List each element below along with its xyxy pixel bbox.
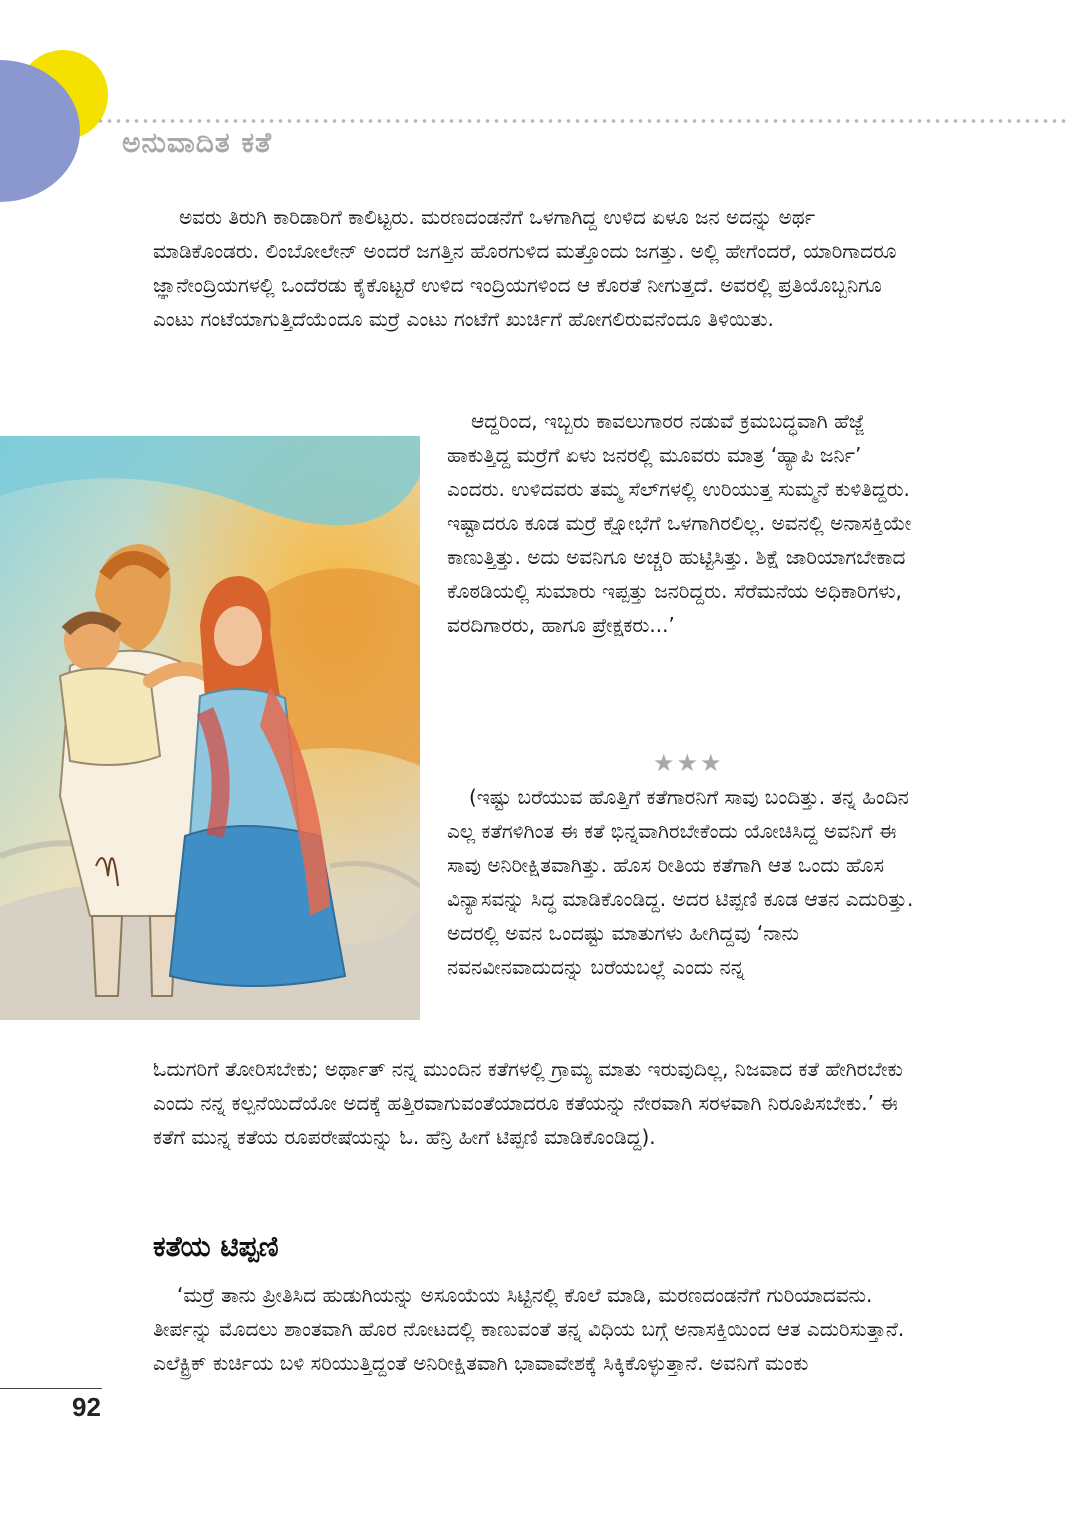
paragraph-4: ಓದುಗರಿಗೆ ತೋರಿಸಬೇಕು; ಅರ್ಥಾತ್ ನನ್ನ ಮುಂದಿನ ಕತೆಗಳಲ್ಲಿ ಗ್ರಾಮ್ಯ ಮಾತು ಇರುವುದಿಲ್ಲ, ನಿಜವಾದ ಕತೆ ಹೇಗಿರಬೇಕು ಎಂದು ನನ್ನ ಕಲ್ಪನೆಯಿದೆಯೋ ಅದಕ್ಕೆ ಹತ್ತಿರವಾಗುವಂತೆಯಾದರೂ ಕತೆಯನ್ನು ನೇರವಾಗಿ ಸರಳವಾಗಿ ನಿರೂಪಿಸಬೇಕು.’ ಈ ಕತೆಗೆ ಮುನ್ನ ಕತೆಯ ರೂಪರೇಷೆಯನ್ನು ಓ. ಹೆನ್ರಿ ಹೀಗೆ ಟಿಪ್ಪಣಿ ಮಾಡಿಕೊಂಡಿದ್ದ). [153,1057,903,1149]
paragraph-3: (ಇಷ್ಟು ಬರೆಯುವ ಹೊತ್ತಿಗೆ ಕತೆಗಾರನಿಗೆ ಸಾವು ಬಂದಿತ್ತು. ತನ್ನ ಹಿಂದಿನ ಎಲ್ಲ ಕತೆಗಳಿಗಿಂತ ಈ ಕತೆ ಭಿನ್ನವಾಗಿರಬೇಕೆಂದು ಯೋಚಿಸಿದ್ದ ಅವನಿಗೆ ಈ ಸಾವು ಅನಿರೀಕ್ಷಿತವಾಗಿತ್ತು. ಹೊಸ ರೀತಿಯ ಕತೆಗಾಗಿ ಆತ ಒಂದು ಹೊಸ ವಿನ್ಯಾಸವನ್ನು ಸಿದ್ಧ ಮಾಡಿಕೊಂಡಿದ್ದ. ಅದರ ಟಿಪ್ಪಣಿ ಕೂಡ ಆತನ ಎದುರಿತ್ತು. ಅದರಲ್ಲಿ ಅವನ ಒಂದಷ್ಟು ಮಾತುಗಳು ಹೀಗಿದ್ದವು ‘ನಾನು ನವನವೀನವಾದುದನ್ನು ಬರೆಯಬಲ್ಲೆ ಎಂದು ನನ್ನ [447,785,914,979]
page-number-rule [0,1388,102,1389]
section-separator: ★★★ [653,749,724,777]
paragraph-1: ಅವರು ತಿರುಗಿ ಕಾರಿಡಾರಿಗೆ ಕಾಲಿಟ್ಟರು. ಮರಣದಂಡನೆಗೆ ಒಳಗಾಗಿದ್ದ ಉಳಿದ ಏಳೂ ಜನ ಅದನ್ನು ಅರ್ಥ ಮಾಡಿಕೊಂಡರು. ಲಿಂಬೋಲೇನ್ ಅಂದರೆ ಜಗತ್ತಿನ ಹೊರಗುಳಿದ ಮತ್ತೊಂದು ಜಗತ್ತು. ಅಲ್ಲಿ ಹೇಗೆಂದರೆ, ಯಾರಿಗಾದರೂ ಜ್ಞಾನೇಂದ್ರಿಯಗಳಲ್ಲಿ ಒಂದೆರಡು ಕೈಕೊಟ್ಟರೆ ಉಳಿದ ಇಂದ್ರಿಯಗಳಿಂದ ಆ ಕೊರತೆ ನೀಗುತ್ತದೆ. ಅವರಲ್ಲಿ ಪ್ರತಿಯೊಬ್ಬನಿಗೂ ಎಂಟು ಗಂಟೆಯಾಗುತ್ತಿದೆಯೆಂದೂ ಮರ್ರೆ ಎಂಟು ಗಂಟೆಗೆ ಖುರ್ಚಿಗೆ ಹೋಗಲಿರುವನೆಂದೂ ತಿಳಿಯಿತು. [153,205,897,331]
section-label: ಅನುವಾದಿತ ಕತೆ [122,126,273,159]
family-illustration [0,436,420,1020]
paragraph-2: ಆದ್ದರಿಂದ, ಇಬ್ಬರು ಕಾವಲುಗಾರರ ನಡುವೆ ಕ್ರಮಬದ್ಧವಾಗಿ ಹೆಜ್ಜೆ ಹಾಕುತ್ತಿದ್ದ ಮರ್ರೆಗೆ ಏಳು ಜನರಲ್ಲಿ ಮೂವರು ಮಾತ್ರ ‘ಹ್ಯಾಪಿ ಜರ್ನಿ’ ಎಂದರು. ಉಳಿದವರು ತಮ್ಮ ಸೆಲ್‌ಗಳಲ್ಲಿ ಉರಿಯುತ್ತ ಸುಮ್ಮನೆ ಕುಳಿತಿದ್ದರು. ಇಷ್ಟಾದರೂ ಕೂಡ ಮರ್ರೆ ಕ್ಷೋಭೆಗೆ ಒಳಗಾಗಿರಲಿಲ್ಲ. ಅವನಲ್ಲಿ ಅನಾಸಕ್ತಿಯೇ ಕಾಣುತ್ತಿತ್ತು. ಅದು ಅವನಿಗೂ ಅಚ್ಚರಿ ಹುಟ್ಟಿಸಿತ್ತು. ಶಿಕ್ಷೆ ಜಾರಿಯಾಗಬೇಕಾದ ಕೊಠಡಿಯಲ್ಲಿ ಸುಮಾರು ಇಪ್ಪತ್ತು ಜನರಿದ್ದರು. ಸೆರೆಮನೆಯ ಅಧಿಕಾರಿಗಳು, ವರದಿಗಾರರು, ಹಾಗೂ ಪ್ರೇಕ್ಷಕರು...’ [447,409,912,637]
subheading-story-note: ಕತೆಯ ಟಿಪ್ಪಣಿ [153,1230,279,1263]
page-number: 92 [72,1392,101,1422]
dotted-header-rule [96,118,1066,124]
paragraph-5: ‘ಮರ್ರೆ ತಾನು ಪ್ರೀತಿಸಿದ ಹುಡುಗಿಯನ್ನು ಅಸೂಯೆಯ ಸಿಟ್ಟಿನಲ್ಲಿ ಕೊಲೆ ಮಾಡಿ, ಮರಣದಂಡನೆಗೆ ಗುರಿಯಾದವನು. ತೀರ್ಪನ್ನು ಮೊದಲು ಶಾಂತವಾಗಿ ಹೊರ ನೋಟದಲ್ಲಿ ಕಾಣುವಂತೆ ತನ್ನ ವಿಧಿಯ ಬಗ್ಗೆ ಅನಾಸಕ್ತಿಯಿಂದ ಆತ ಎದುರಿಸುತ್ತಾನೆ. ಎಲೆಕ್ಟ್ರಿಕ್ ಕುರ್ಚಿಯ ಬಳಿ ಸರಿಯುತ್ತಿದ್ದಂತೆ ಅನಿರೀಕ್ಷಿತವಾಗಿ ಭಾವಾವೇಶಕ್ಕೆ ಸಿಕ್ಕಿಕೊಳ್ಳುತ್ತಾನೆ. ಅವನಿಗೆ ಮಂಕು [153,1283,905,1375]
